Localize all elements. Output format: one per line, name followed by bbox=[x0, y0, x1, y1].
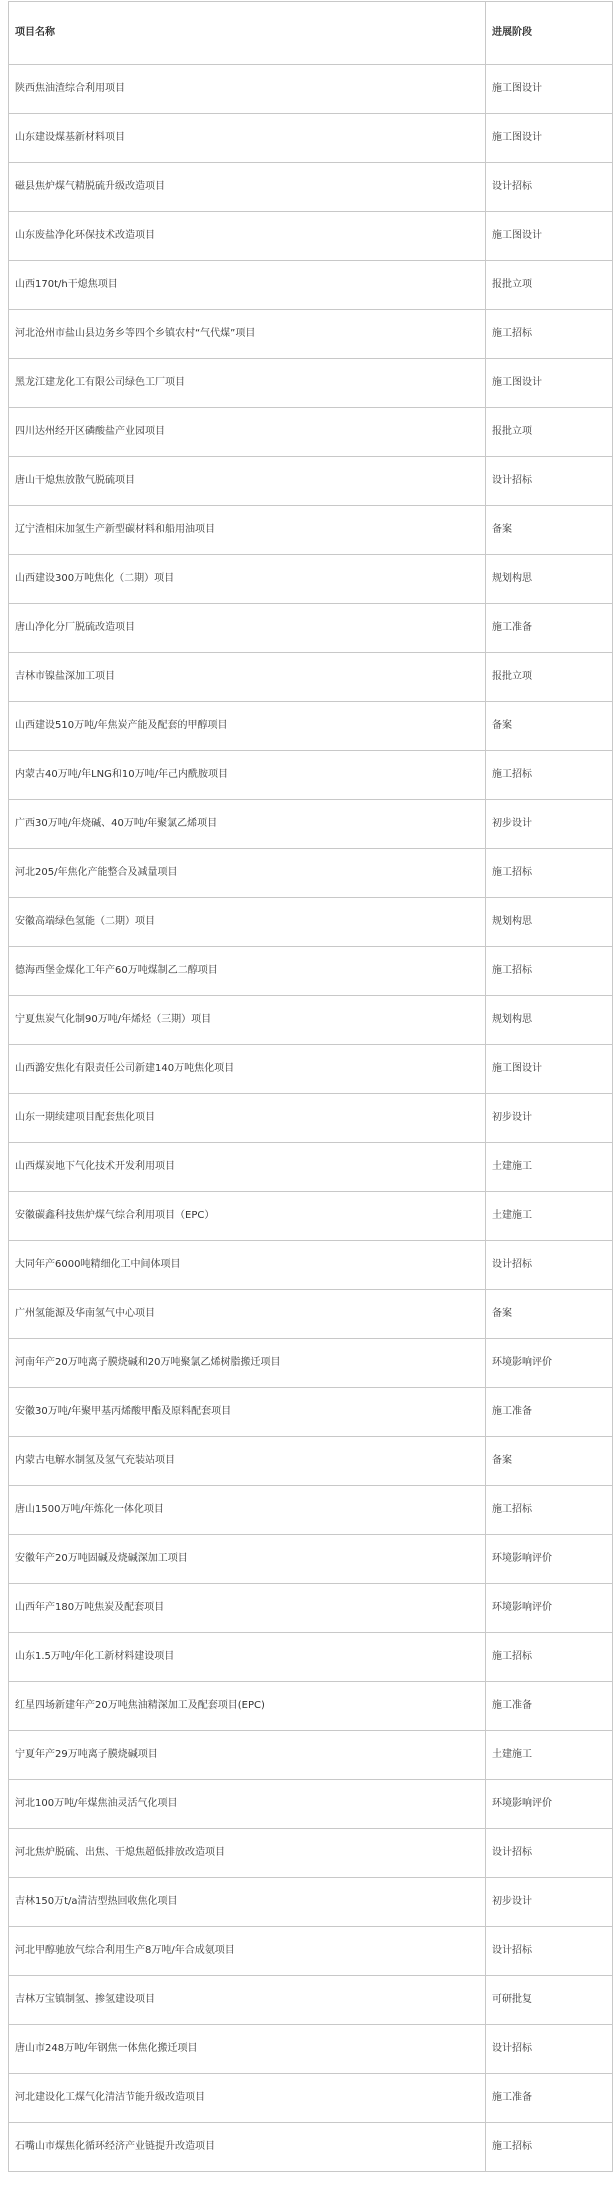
table-header-row bbox=[9, 2, 613, 65]
progress-stage-cell: 设计招标 bbox=[486, 457, 613, 506]
table-row bbox=[9, 1927, 613, 1976]
progress-stage-cell: 设计招标 bbox=[486, 1927, 613, 1976]
project-name-cell: 吉林万宝镇制氢、掺氢建设项目 bbox=[9, 1976, 486, 2025]
project-name-cell: 磁县焦炉煤气精脱硫升级改造项目 bbox=[9, 163, 486, 212]
project-name-cell: 山西潞安焦化有限责任公司新建140万吨焦化项目 bbox=[9, 1045, 486, 1094]
progress-stage-cell: 规划构思 bbox=[486, 996, 613, 1045]
progress-stage-cell: 土建施工 bbox=[486, 1143, 613, 1192]
table-row bbox=[9, 310, 613, 359]
project-name-cell: 辽宁渣相床加氢生产新型碳材料和船用油项目 bbox=[9, 506, 486, 555]
table-row bbox=[9, 457, 613, 506]
table-row bbox=[9, 702, 613, 751]
table-row bbox=[9, 1535, 613, 1584]
table-row bbox=[9, 2074, 613, 2123]
progress-stage-cell: 设计招标 bbox=[486, 1241, 613, 1290]
progress-stage-cell: 初步设计 bbox=[486, 1094, 613, 1143]
project-name-cell: 河北建设化工煤气化清洁节能升级改造项目 bbox=[9, 2074, 486, 2123]
project-name-cell: 河南年产20万吨离子膜烧碱和20万吨聚氯乙烯树脂搬迁项目 bbox=[9, 1339, 486, 1388]
project-name-cell: 山西建设300万吨焦化（二期）项目 bbox=[9, 555, 486, 604]
project-name-cell: 唐山1500万吨/年炼化一体化项目 bbox=[9, 1486, 486, 1535]
progress-stage-cell: 报批立项 bbox=[486, 408, 613, 457]
progress-stage-cell: 施工招标 bbox=[486, 947, 613, 996]
progress-stage-cell: 施工准备 bbox=[486, 2074, 613, 2123]
progress-stage-cell: 施工准备 bbox=[486, 1682, 613, 1731]
project-name-cell: 河北沧州市盐山县边务乡等四个乡镇农村“气代煤”项目 bbox=[9, 310, 486, 359]
progress-stage-cell: 施工招标 bbox=[486, 849, 613, 898]
project-name-cell: 唐山净化分厂脱硫改造项目 bbox=[9, 604, 486, 653]
table-row bbox=[9, 2123, 613, 2172]
project-name-cell: 黑龙江建龙化工有限公司绿色工厂项目 bbox=[9, 359, 486, 408]
table-row bbox=[9, 408, 613, 457]
project-name-cell: 山东一期续建项目配套焦化项目 bbox=[9, 1094, 486, 1143]
progress-stage-cell: 设计招标 bbox=[486, 2025, 613, 2074]
table-row bbox=[9, 1829, 613, 1878]
table-row bbox=[9, 1437, 613, 1486]
progress-stage-cell: 施工图设计 bbox=[486, 1045, 613, 1094]
project-name-cell: 山西170t/h干熄焦项目 bbox=[9, 261, 486, 310]
project-name-cell: 山东废盐净化环保技术改造项目 bbox=[9, 212, 486, 261]
progress-stage-cell: 设计招标 bbox=[486, 1829, 613, 1878]
table-row bbox=[9, 1241, 613, 1290]
progress-stage-cell: 环境影响评价 bbox=[486, 1535, 613, 1584]
table-row bbox=[9, 1584, 613, 1633]
project-name-cell: 内蒙古电解水制氢及氢气充装站项目 bbox=[9, 1437, 486, 1486]
project-name-cell: 河北焦炉脱硫、出焦、干熄焦超低排放改造项目 bbox=[9, 1829, 486, 1878]
project-name-cell: 内蒙古40万吨/年LNG和10万吨/年己内酰胺项目 bbox=[9, 751, 486, 800]
table-row bbox=[9, 1192, 613, 1241]
progress-stage-cell: 施工招标 bbox=[486, 1486, 613, 1535]
table-row bbox=[9, 653, 613, 702]
project-name-cell: 大同年产6000吨精细化工中间体项目 bbox=[9, 1241, 486, 1290]
table-row bbox=[9, 1143, 613, 1192]
progress-stage-cell: 报批立项 bbox=[486, 261, 613, 310]
project-name-cell: 山西煤炭地下气化技术开发利用项目 bbox=[9, 1143, 486, 1192]
table-row bbox=[9, 1388, 613, 1437]
project-name-cell: 德海西堡金煤化工年产60万吨煤制乙二醇项目 bbox=[9, 947, 486, 996]
project-name-cell: 唐山市248万吨/年钢焦一体焦化搬迁项目 bbox=[9, 2025, 486, 2074]
progress-stage-cell: 环境影响评价 bbox=[486, 1339, 613, 1388]
project-name-cell: 吉林150万t/a清洁型热回收焦化项目 bbox=[9, 1878, 486, 1927]
project-name-cell: 吉林市镍盐深加工项目 bbox=[9, 653, 486, 702]
progress-stage-cell: 规划构思 bbox=[486, 555, 613, 604]
table-row bbox=[9, 751, 613, 800]
progress-stage-cell: 施工招标 bbox=[486, 310, 613, 359]
table-row bbox=[9, 2025, 613, 2074]
table-row bbox=[9, 114, 613, 163]
table-row bbox=[9, 1094, 613, 1143]
progress-stage-cell: 土建施工 bbox=[486, 1731, 613, 1780]
progress-stage-cell: 土建施工 bbox=[486, 1192, 613, 1241]
project-name-cell: 石嘴山市煤焦化循环经济产业链提升改造项目 bbox=[9, 2123, 486, 2172]
progress-stage-cell: 设计招标 bbox=[486, 163, 613, 212]
project-name-cell: 宁夏焦炭气化制90万吨/年烯烃（三期）项目 bbox=[9, 996, 486, 1045]
table-row bbox=[9, 65, 613, 114]
progress-stage-cell: 备案 bbox=[486, 1437, 613, 1486]
progress-stage-cell: 可研批复 bbox=[486, 1976, 613, 2025]
table-row bbox=[9, 996, 613, 1045]
progress-stage-cell: 规划构思 bbox=[486, 898, 613, 947]
table-row bbox=[9, 1731, 613, 1780]
table-row bbox=[9, 1682, 613, 1731]
progress-stage-cell: 备案 bbox=[486, 702, 613, 751]
project-name-cell: 山东建设煤基新材料项目 bbox=[9, 114, 486, 163]
progress-stage-cell: 施工图设计 bbox=[486, 114, 613, 163]
progress-stage-cell: 备案 bbox=[486, 506, 613, 555]
progress-stage-cell: 施工招标 bbox=[486, 1633, 613, 1682]
project-name-cell: 红星四场新建年产20万吨焦油精深加工及配套项目(EPC) bbox=[9, 1682, 486, 1731]
table-row bbox=[9, 1339, 613, 1388]
project-name-cell: 广西30万吨/年烧碱、40万吨/年聚氯乙烯项目 bbox=[9, 800, 486, 849]
table-row bbox=[9, 849, 613, 898]
table-row bbox=[9, 604, 613, 653]
table-body bbox=[9, 65, 613, 2172]
progress-stage-cell: 施工准备 bbox=[486, 604, 613, 653]
table-row bbox=[9, 1780, 613, 1829]
project-name-cell: 陕西焦油渣综合利用项目 bbox=[9, 65, 486, 114]
header-project-name: 项目名称 bbox=[9, 2, 486, 65]
progress-stage-cell: 初步设计 bbox=[486, 800, 613, 849]
project-name-cell: 唐山干熄焦放散气脱硫项目 bbox=[9, 457, 486, 506]
progress-stage-cell: 备案 bbox=[486, 1290, 613, 1339]
project-table bbox=[8, 1, 613, 2172]
table-row bbox=[9, 947, 613, 996]
project-name-cell: 广州氢能源及华南氢气中心项目 bbox=[9, 1290, 486, 1339]
project-name-cell: 安徽高端绿色氢能（二期）项目 bbox=[9, 898, 486, 947]
table-row bbox=[9, 800, 613, 849]
project-name-cell: 安徽碳鑫科技焦炉煤气综合利用项目（EPC） bbox=[9, 1192, 486, 1241]
table-row bbox=[9, 506, 613, 555]
progress-stage-cell: 环境影响评价 bbox=[486, 1584, 613, 1633]
project-name-cell: 山西年产180万吨焦炭及配套项目 bbox=[9, 1584, 486, 1633]
progress-stage-cell: 施工招标 bbox=[486, 751, 613, 800]
project-name-cell: 河北100万吨/年煤焦油灵活气化项目 bbox=[9, 1780, 486, 1829]
table-row bbox=[9, 212, 613, 261]
table-row bbox=[9, 359, 613, 408]
table-row bbox=[9, 1486, 613, 1535]
table-row bbox=[9, 555, 613, 604]
table-row bbox=[9, 1976, 613, 2025]
project-name-cell: 安徽30万吨/年聚甲基丙烯酸甲酯及原料配套项目 bbox=[9, 1388, 486, 1437]
progress-stage-cell: 施工准备 bbox=[486, 1388, 613, 1437]
project-name-cell: 安徽年产20万吨固碱及烧碱深加工项目 bbox=[9, 1535, 486, 1584]
table-row bbox=[9, 1290, 613, 1339]
progress-stage-cell: 施工图设计 bbox=[486, 212, 613, 261]
table-row bbox=[9, 1045, 613, 1094]
project-name-cell: 四川达州经开区磷酸盐产业园项目 bbox=[9, 408, 486, 457]
table-row bbox=[9, 1878, 613, 1927]
progress-stage-cell: 报批立项 bbox=[486, 653, 613, 702]
project-name-cell: 宁夏年产29万吨离子膜烧碱项目 bbox=[9, 1731, 486, 1780]
project-name-cell: 山东1.5万吨/年化工新材料建设项目 bbox=[9, 1633, 486, 1682]
table-row bbox=[9, 898, 613, 947]
progress-stage-cell: 施工图设计 bbox=[486, 359, 613, 408]
progress-stage-cell: 初步设计 bbox=[486, 1878, 613, 1927]
progress-stage-cell: 环境影响评价 bbox=[486, 1780, 613, 1829]
progress-stage-cell: 施工图设计 bbox=[486, 65, 613, 114]
table-row bbox=[9, 261, 613, 310]
progress-stage-cell: 施工招标 bbox=[486, 2123, 613, 2172]
table-row bbox=[9, 1633, 613, 1682]
project-name-cell: 河北甲醇驰放气综合利用生产8万吨/年合成氨项目 bbox=[9, 1927, 486, 1976]
project-name-cell: 山西建设510万吨/年焦炭产能及配套的甲醇项目 bbox=[9, 702, 486, 751]
project-name-cell: 河北205/年焦化产能整合及减量项目 bbox=[9, 849, 486, 898]
table-row bbox=[9, 163, 613, 212]
header-progress-stage: 进展阶段 bbox=[486, 2, 613, 65]
